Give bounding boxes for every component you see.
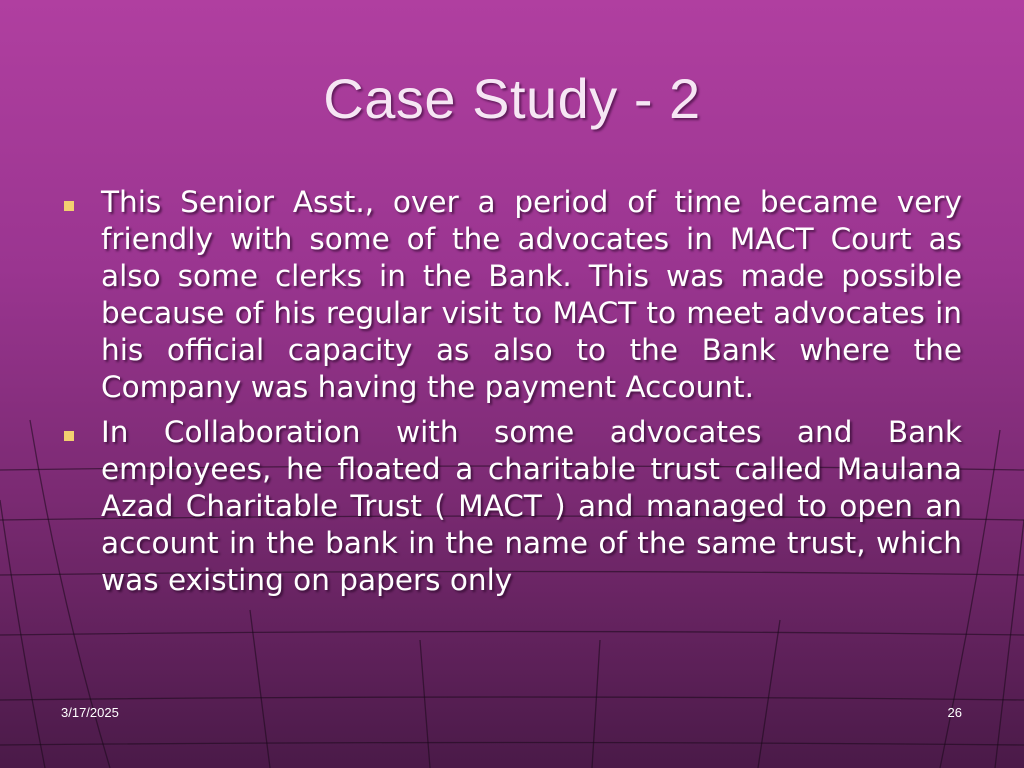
slide-number: 26 [947,705,962,720]
slide-title: Case Study - 2 [323,67,701,130]
bullet-text: This Senior Asst., over a period of time became very friendly with some of the advocates in MACT Court as also some clerks in the Bank. This was made possible because of his regular visit to MACT to meet advocates in his official capacity as also to the Bank where the Company was having the payment Account. [101,185,962,404]
bullet-item [56,414,962,599]
footer-date: 3/17/2025 [61,705,119,720]
bullet-list [56,184,962,599]
square-bullet-icon [64,431,74,441]
bullet-item [56,184,962,406]
bullet-text: In Collaboration with some advocates and Bank employees, he floated a charitable trust called Maulana Azad Charitable Trust ( MACT ) and managed to open an account in the bank in the name of the same trust, which was existing on papers only [101,415,962,597]
square-bullet-icon [64,201,74,211]
